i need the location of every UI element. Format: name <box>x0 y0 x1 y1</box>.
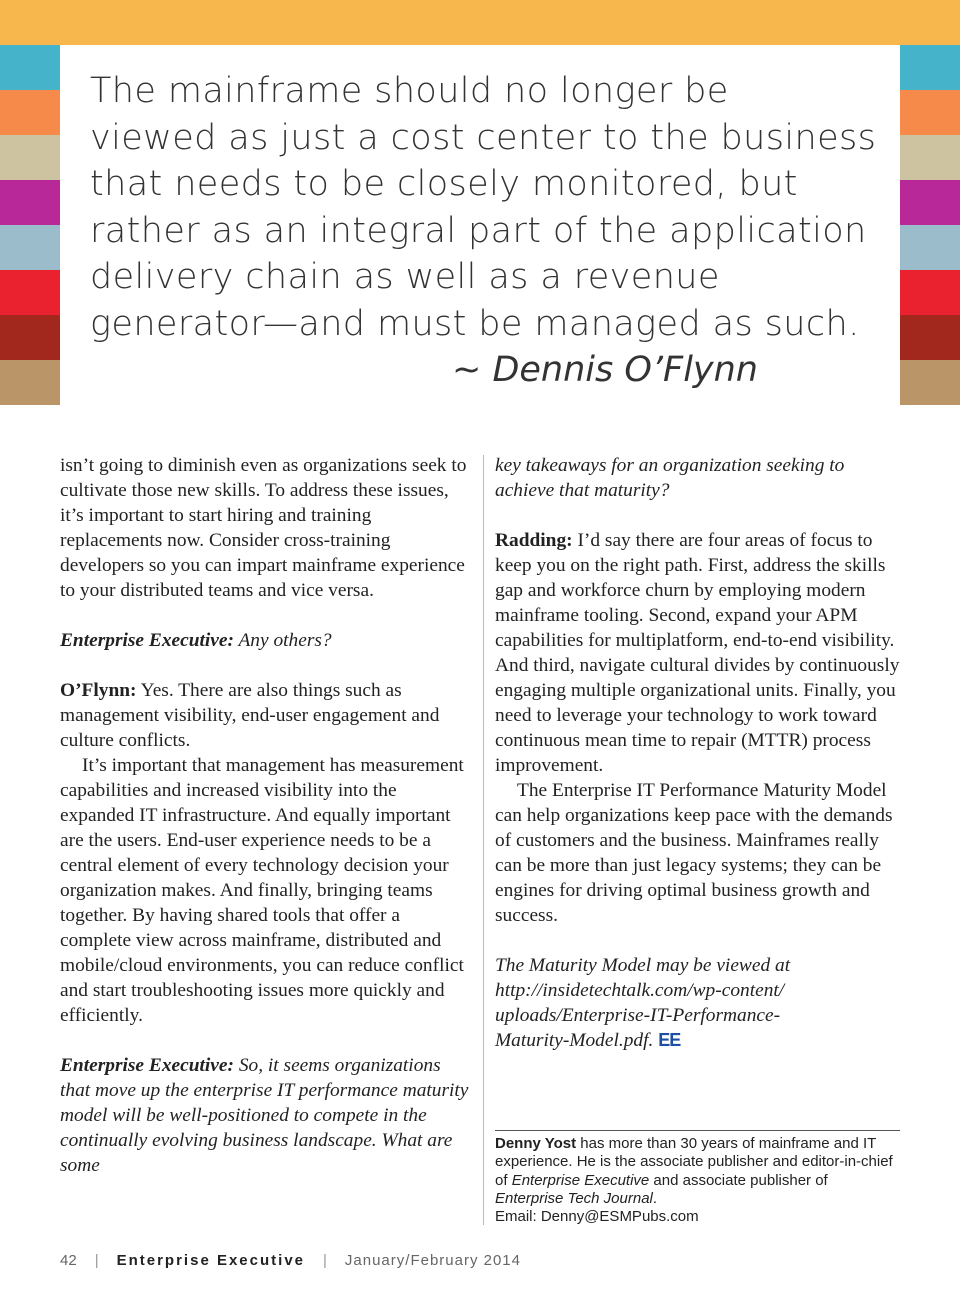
issue-date: January/February 2014 <box>344 1252 521 1269</box>
interview-question <box>60 1053 470 1178</box>
color-stripe <box>900 270 960 315</box>
pull-quote <box>90 68 890 348</box>
color-stripe <box>900 225 960 270</box>
color-stripe <box>900 315 960 360</box>
right-column <box>495 453 900 1053</box>
maturity-model-link[interactable]: uploads/Enterprise-IT-Performance- <box>495 1005 781 1026</box>
paragraph: isn’t going to diminish even as organizations seek to cultivate those new skills. To address these issues, it’s important to start hiring and training replacements now. Consider cross-training developers so you can impart mainframe experience to your distributed teams and vice versa. <box>60 455 467 601</box>
color-stripe <box>0 180 60 225</box>
closing-prefix: The Maturity Model may be viewed at <box>495 955 791 976</box>
top-color-bar <box>0 0 960 45</box>
speaker-label: Radding: <box>495 530 573 551</box>
bio-divider <box>495 1130 900 1131</box>
speaker-label: Enterprise Executive: <box>60 630 234 651</box>
publication-name: Enterprise Tech Journal <box>495 1189 653 1207</box>
paragraph: The Enterprise IT Performance Maturity Model can help organizations keep pace with the demands of customers and the business. Mainframes really can be more than just legacy systems; they can be engines for driving optimal business growth and success. <box>495 780 893 926</box>
magazine-name: Enterprise Executive <box>116 1252 305 1269</box>
interview-question <box>60 628 470 653</box>
color-stripe <box>900 45 960 90</box>
answer-text: Yes. There are also things such as management visibility, end-user engagement and culture conflicts. <box>60 680 440 751</box>
pull-quote-line: rather as an integral part of the application <box>90 210 867 251</box>
pull-quote-line: The mainframe should no longer be <box>90 71 729 111</box>
author-bio <box>495 1135 900 1226</box>
pull-quote-attribution: ~ Dennis O’Flynn <box>452 350 758 390</box>
bio-text: and associate publisher of <box>649 1171 828 1189</box>
footer-separator: | <box>94 1252 99 1269</box>
interview-answer <box>60 678 470 753</box>
paragraph: It’s important that management has measurement capabilities and increased visibility into the expanded IT infrastructure. And equally important are the users. End-user experience needs to be a central element of every technology decision your organization makes. And finally, bringing teams together. By having shared tools that offer a complete view across mainframe, distributed and mobile/cloud environments, you can reduce conflict and start troubleshooting issues more quickly and efficiently. <box>60 755 464 1026</box>
left-color-stripes <box>0 45 60 405</box>
interview-answer <box>495 528 900 778</box>
right-color-stripes <box>900 45 960 405</box>
closing-note <box>495 953 900 1053</box>
pull-quote-line: viewed as just a cost center to the business <box>90 117 877 158</box>
pull-quote-line: generator—and must be managed as such. <box>90 303 860 344</box>
footer-separator: | <box>323 1252 327 1269</box>
column-divider <box>483 455 484 1225</box>
question-continuation: key takeaways for an organization seeking to achieve that maturity? <box>495 455 845 501</box>
speaker-label: Enterprise Executive: <box>60 1055 234 1076</box>
color-stripe <box>0 45 60 90</box>
publication-name: Enterprise Executive <box>511 1171 650 1189</box>
author-name: Denny Yost <box>495 1135 577 1152</box>
color-stripe <box>0 270 60 315</box>
pull-quote-line: delivery chain as well as a revenue <box>90 257 720 298</box>
page-number: 42 <box>60 1252 77 1269</box>
color-stripe <box>0 225 60 270</box>
color-stripe <box>900 90 960 135</box>
answer-text: I’d say there are four areas of focus to keep you on the right path. First, address the skills gap and workforce churn by employing modern mainframe tooling. Second, expand your APM capabilities for multiplatform, end-to-end visibility. And third, navigate cultural divides by continuously engaging multiple organizational units. Finally, you need to leverage your technology to work toward continuous mean time to repair (MTTR) process improvement. <box>495 530 900 776</box>
speaker-label: O’Flynn: <box>60 680 137 701</box>
bio-text: has more than 30 years of mainframe and IT experience. He is the associate publisher and editor-in-chief of <box>495 1135 893 1189</box>
left-column <box>60 453 470 1178</box>
maturity-model-link[interactable]: Maturity-Model.pdf. <box>495 1030 654 1051</box>
color-stripe <box>0 360 60 405</box>
color-stripe <box>900 135 960 180</box>
question-text: Any others? <box>233 630 332 651</box>
maturity-model-link[interactable]: http://insidetechtalk.com/wp-content/ <box>495 980 785 1001</box>
question-text: So, it seems organizations that move up the enterprise IT performance maturity model will be well-positioned to compete in the continually evolving business landscape. What are some <box>60 1055 469 1176</box>
color-stripe <box>900 360 960 405</box>
page-footer <box>60 1252 521 1269</box>
author-email[interactable]: Email: Denny@ESMPubs.com <box>495 1208 699 1226</box>
color-stripe <box>0 90 60 135</box>
bio-text: . <box>652 1189 658 1207</box>
pull-quote-line: that needs to be closely monitored, but <box>90 164 798 205</box>
color-stripe <box>0 135 60 180</box>
color-stripe <box>900 180 960 225</box>
color-stripe <box>0 315 60 360</box>
ee-end-mark: EE <box>658 1030 681 1050</box>
